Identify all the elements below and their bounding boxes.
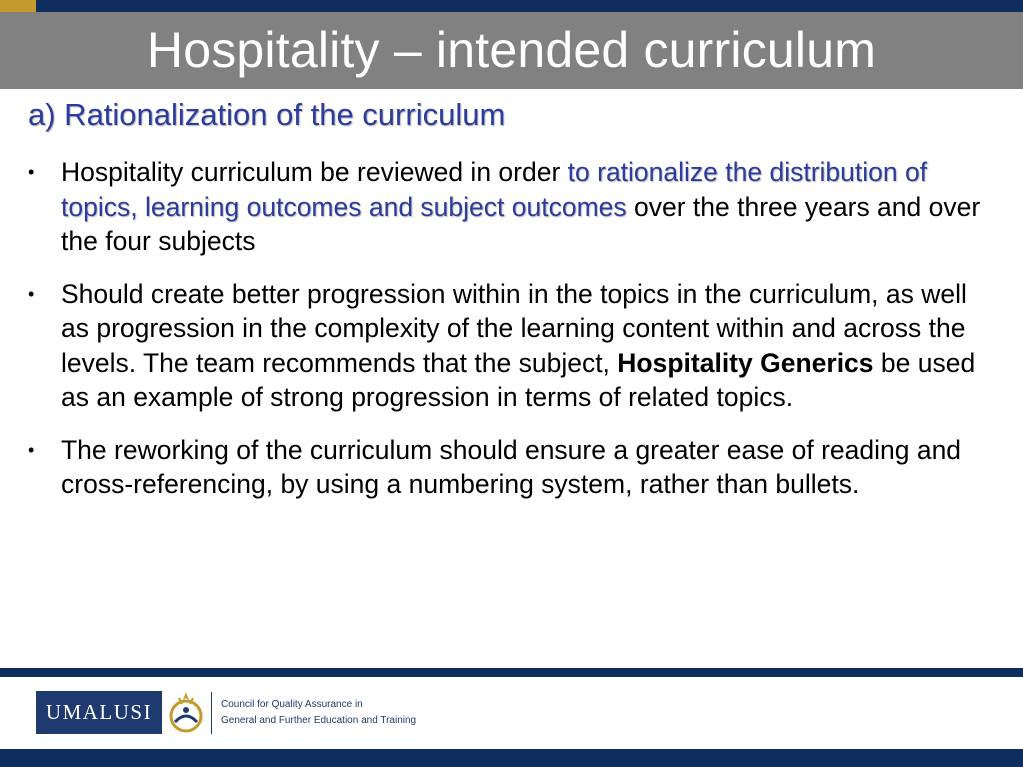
bottom-navy-strip (0, 749, 1023, 767)
bullet-dot-icon: • (28, 439, 35, 460)
bullet-list (0, 155, 1023, 520)
council-line-2: General and Further Education and Training (221, 715, 417, 726)
council-text (221, 697, 416, 729)
bullet-item-1 (0, 155, 1023, 259)
footer-divider (211, 692, 212, 734)
slide-title: Hospitality – intended curriculum (146, 22, 877, 78)
umalusi-emblem-icon (165, 688, 207, 736)
bullet-2-bold: Hospitality Generics (617, 347, 874, 378)
bullet-item-2 (0, 277, 1023, 415)
top-gold-accent (0, 0, 36, 12)
bullet-3-text: The reworking of the curriculum should ensure a greater ease of reading and cross-referencing, by using a numbering system, rather than bullets. (61, 434, 962, 499)
council-line-1: Council for Quality Assurance in (221, 699, 363, 710)
bullet-2-text-before: Should create better progression within in the topics in the curriculum, as well as progression in the complexity of the learning content within and across the levels. The team recommends that the subject, (61, 278, 967, 378)
bullet-1-text-after: over the three years and over the four subjects (61, 191, 981, 256)
top-navy-strip (0, 0, 1023, 12)
slide-subtitle: a) Rationalization of the curriculum (28, 97, 506, 132)
bullet-dot-icon: • (28, 162, 35, 182)
bullet-1-text-before: Hospitality curriculum be reviewed in order (61, 157, 568, 187)
bullet-dot-icon: • (28, 283, 35, 304)
bullet-item-3 (0, 433, 1023, 502)
footer-navy-rule (0, 668, 1023, 677)
umalusi-logo: UMALUSI (36, 691, 162, 734)
bullet-2-text-after: be used as an example of strong progression in terms of related topics. (61, 347, 976, 412)
bullet-1-highlight: to rationalize the distribution of topics, learning outcomes and subject outcomes (61, 157, 928, 222)
